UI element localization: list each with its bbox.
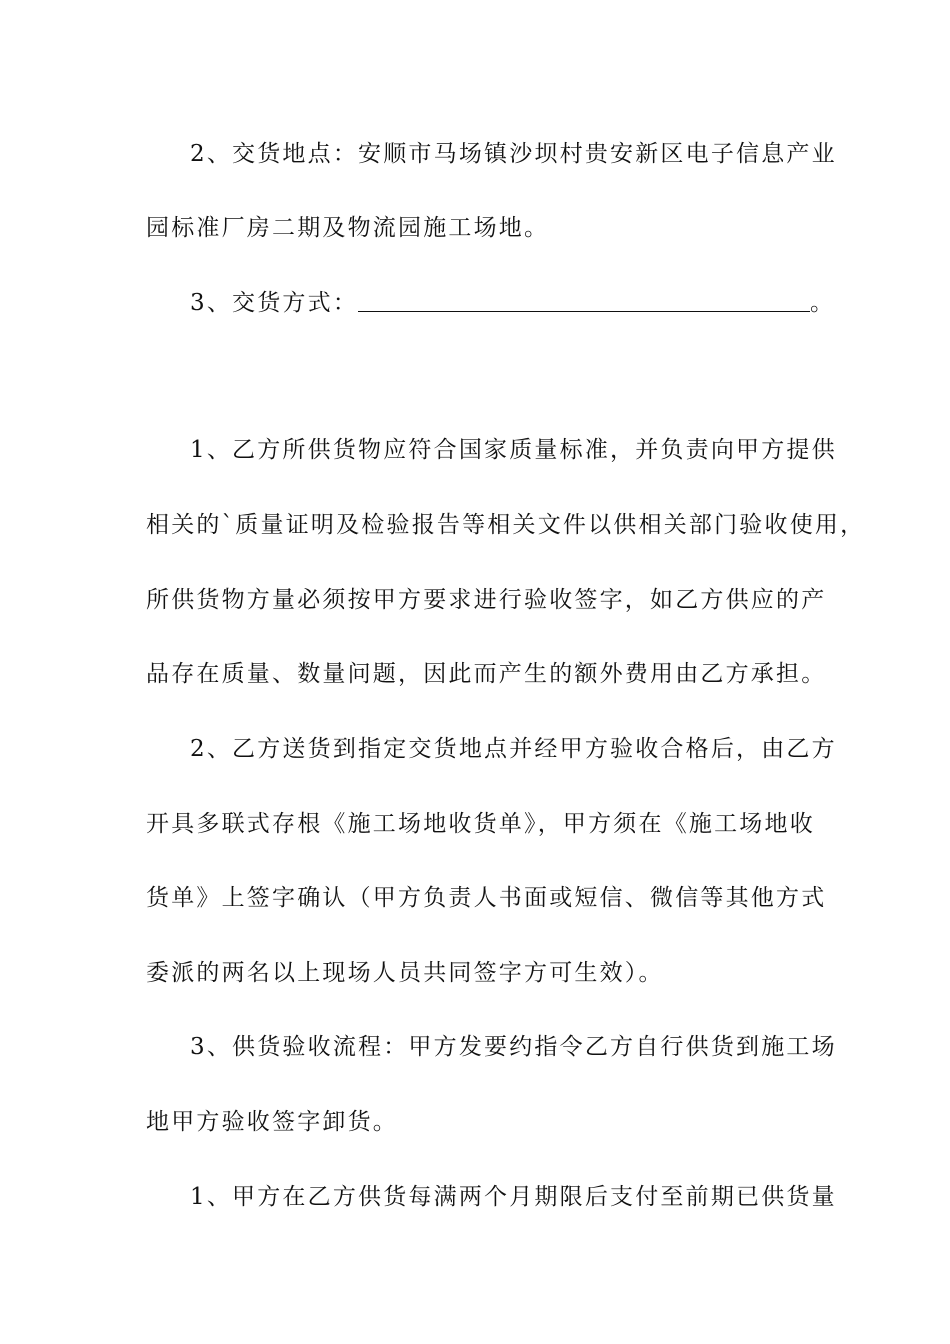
- quality-clause-1-line-4: 品存在质量、数量问题，因此而产生的额外费用由乙方承担。: [146, 661, 827, 687]
- quality-clause-2-line-2: 开具多联式存根《施工场地收货单》，甲方须在《施工场地收: [146, 811, 815, 837]
- quality-clause-1-line-2: 相关的`质量证明及检验报告等相关文件以供相关部门验收使用，: [146, 512, 866, 538]
- delivery-location-line-1: 2、交货地点：安顺市马场镇沙坝村贵安新区电子信息产业: [190, 141, 837, 167]
- delivery-location-line-2: 园标准厂房二期及物流园施工场地。: [146, 215, 550, 241]
- quality-clause-1-line-1: 1、乙方所供货物应符合国家质量标准，并负责向甲方提供: [190, 437, 837, 463]
- quality-clause-2-line-1: 2、乙方送货到指定交货地点并经甲方验收合格后，由乙方: [190, 736, 837, 762]
- delivery-method-end-mark: 。: [810, 290, 836, 316]
- quality-clause-2-line-4: 委派的两名以上现场人员共同签字方可生效）。: [146, 960, 664, 986]
- quality-clause-2-line-3: 货单》上签字确认（甲方负责人书面或短信、微信等其他方式: [146, 885, 827, 911]
- quality-clause-1-line-3: 所供货物方量必须按甲方要求进行验收签字，如乙方供应的产: [146, 587, 827, 613]
- acceptance-process-line-2: 地甲方验收签字卸货。: [146, 1109, 398, 1135]
- acceptance-process-line-1: 3、供货验收流程：甲方发要约指令乙方自行供货到施工场: [190, 1034, 837, 1060]
- delivery-method-label: 3、交货方式：: [190, 290, 359, 316]
- payment-clause-line-1: 1、甲方在乙方供货每满两个月期限后支付至前期已供货量: [190, 1184, 837, 1210]
- delivery-method-blank: [358, 285, 810, 312]
- delivery-method-line: [190, 285, 836, 321]
